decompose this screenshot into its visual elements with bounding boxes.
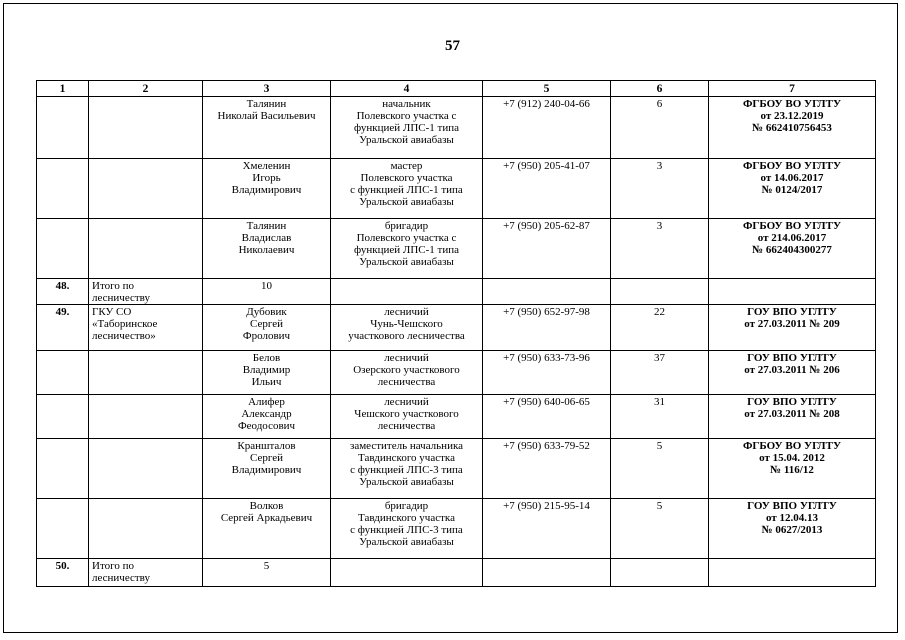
position-cell [331,219,483,279]
row-number [37,351,89,395]
table-row [37,97,876,159]
forestry-cell-line: лесничеству [92,292,150,304]
person-name-cell-line: Феодосович [237,420,296,432]
table-row [37,351,876,395]
person-name-cell-line: Краншталов [237,440,296,452]
document-cell-line: от 15.04. 2012 [759,452,825,464]
total-row [37,559,876,587]
person-name-cell [203,159,331,219]
count-cell: 37 [611,351,709,395]
forestry-cell-line: лесничество» [92,330,156,342]
table-row [37,395,876,439]
document-cell-line: № 0627/2013 [761,524,823,536]
position-cell [331,439,483,499]
position-cell-line: лесничества [377,420,436,432]
document-cell-line: от 23.12.2019 [760,110,824,122]
person-name-cell-line: Талянин [246,220,287,232]
person-name-cell [203,499,331,559]
row-number: 49. [37,305,89,351]
document-cell-line: от 27.03.2011 № 208 [744,408,840,420]
document-cell [709,219,876,279]
forestry-cell-line: «Таборинское [92,318,158,330]
table-row [37,499,876,559]
person-name-cell-line: Сергей Аркадьевич [220,512,313,524]
person-name-cell-line: Николай Васильевич [217,110,316,122]
person-name-cell-line: Талянин [246,98,287,110]
forestry-cell-line: ГКУ СО [92,306,132,318]
person-name-cell [203,305,331,351]
column-header: 5 [483,81,611,97]
document-cell-line: № 662410756453 [752,122,832,134]
forestry-cell-line: лесничеству [92,572,150,584]
column-header: 4 [331,81,483,97]
row-number [37,219,89,279]
position-cell-line: Полевского участка с [356,232,457,244]
document-cell-line: ГОУ ВПО УГЛТУ [747,352,837,364]
document-cell-line: ГОУ ВПО УГЛТУ [747,306,837,318]
forestry-cell-line: Итого по [92,280,134,292]
phone-cell: +7 (950) 633-79-52 [483,439,611,499]
count-cell [611,279,709,305]
column-header: 7 [709,81,876,97]
forestry-cell [89,219,203,279]
phone-cell [483,559,611,587]
row-number [37,395,89,439]
position-cell-line: Уральской авиабазы [359,134,454,146]
position-cell-line: участкового лесничества [348,330,465,342]
person-name-cell-line: Фролович [242,330,291,342]
phone-cell: +7 (950) 640-06-65 [483,395,611,439]
position-cell [331,279,483,305]
position-cell-line: с функцией ЛПС-1 типа [350,184,463,196]
forestry-cell [89,439,203,499]
phone-cell: +7 (912) 240-04-66 [483,97,611,159]
count-cell: 31 [611,395,709,439]
person-name-cell [203,395,331,439]
personnel-table [36,80,876,587]
document-cell-line: № 116/12 [770,464,814,476]
person-name-cell-line: Алифер [248,396,285,408]
document-cell [709,559,876,587]
column-header-row [37,81,876,97]
position-cell [331,499,483,559]
phone-cell: +7 (950) 633-73-96 [483,351,611,395]
position-cell-line: Озерского участкового [353,364,460,376]
page-number: 57 [445,38,460,54]
position-cell-line: заместитель начальника [349,440,464,452]
forestry-cell [89,499,203,559]
position-cell-line: Чунь-Чешского [370,318,443,330]
table-row [37,439,876,499]
column-header: 1 [37,81,89,97]
document-cell-line: ФГБОУ ВО УГЛТУ [742,160,842,172]
row-number [37,499,89,559]
position-cell-line: с функцией ЛПС-3 типа [350,524,463,536]
document-cell [709,499,876,559]
position-cell-line: функцией ЛПС-1 типа [354,122,459,134]
column-header: 3 [203,81,331,97]
position-cell-line: Тавдинского участка [358,452,455,464]
position-cell [331,395,483,439]
total-row [37,279,876,305]
person-name-cell [203,97,331,159]
table-row [37,159,876,219]
forestry-cell-line: Итого по [92,560,134,572]
row-number: 50. [37,559,89,587]
position-cell-line: лесничий [384,306,429,318]
forestry-cell [89,159,203,219]
phone-cell: +7 (950) 215-95-14 [483,499,611,559]
position-cell-line: Чешского участкового [354,408,459,420]
position-cell-line: мастер [390,160,423,172]
phone-cell [483,279,611,305]
document-cell [709,395,876,439]
document-cell-line: от 14.06.2017 [760,172,824,184]
person-name-cell-line: Сергей [250,452,283,464]
position-cell-line: с функцией ЛПС-3 типа [350,464,463,476]
person-name-cell-line: Игорь [252,172,281,184]
count-cell: 3 [611,159,709,219]
document-cell-line: ГОУ ВПО УГЛТУ [747,396,837,408]
document-cell-line: ГОУ ВПО УГЛТУ [747,500,837,512]
position-cell-line: лесничества [377,376,436,388]
position-cell-line: лесничий [384,352,429,364]
document-cell-line: от 27.03.2011 № 209 [744,318,840,330]
phone-cell: +7 (950) 205-62-87 [483,219,611,279]
person-name-cell [203,219,331,279]
position-cell [331,159,483,219]
document-cell-line: ФГБОУ ВО УГЛТУ [742,440,842,452]
position-cell-line: бригадир [384,220,429,232]
document-cell [709,305,876,351]
forestry-cell [89,279,203,305]
person-name-cell-line: Волков [249,500,284,512]
position-cell-line: Уральской авиабазы [359,536,454,548]
position-cell-line: начальник [382,98,431,110]
row-number [37,97,89,159]
document-cell-line: от 12.04.13 [765,512,818,524]
count-cell: 22 [611,305,709,351]
document-cell-line: от 27.03.2011 № 206 [744,364,840,376]
document-cell-line: ФГБОУ ВО УГЛТУ [742,98,842,110]
person-name-cell-line: Владимирович [231,184,302,196]
document-cell [709,439,876,499]
person-name-cell-line: Владимирович [231,464,302,476]
document-cell [709,279,876,305]
count-cell: 3 [611,219,709,279]
document-cell-line: № 0124/2017 [761,184,823,196]
person-name-cell-line: Владислав [241,232,292,244]
document-cell-line: от 214.06.2017 [757,232,827,244]
forestry-cell [89,559,203,587]
count-cell: 5 [611,439,709,499]
person-name-cell-line: Ильич [251,376,282,388]
forestry-cell [89,305,203,351]
column-header: 6 [611,81,709,97]
row-number [37,159,89,219]
position-cell-line: Тавдинского участка [358,512,455,524]
person-name-cell-line: Владимир [242,364,291,376]
count-cell [611,559,709,587]
person-name-cell [203,439,331,499]
position-cell-line: лесничий [384,396,429,408]
phone-cell: +7 (950) 652-97-98 [483,305,611,351]
position-cell-line: бригадир [384,500,429,512]
position-cell [331,351,483,395]
position-cell-line: функцией ЛПС-1 типа [354,244,459,256]
document-cell-line: № 662404300277 [752,244,832,256]
table-row [37,305,876,351]
person-name-cell-line: Белов [252,352,281,364]
document-cell [709,97,876,159]
person-name-cell-line: Сергей [250,318,283,330]
table-row [37,219,876,279]
person-name-cell-line: Хмеленин [242,160,291,172]
count-cell: 6 [611,97,709,159]
person-name-cell-line: Дубовик [246,306,287,318]
column-header: 2 [89,81,203,97]
person-name-cell [203,351,331,395]
document-cell-line: ФГБОУ ВО УГЛТУ [742,220,842,232]
position-cell [331,305,483,351]
position-cell [331,97,483,159]
person-name-cell-line: Николаевич [238,244,295,256]
forestry-cell [89,351,203,395]
position-cell-line: Уральской авиабазы [359,196,454,208]
position-cell-line: Полевского участка [360,172,453,184]
person-name-cell-line: 10 [261,280,272,292]
position-cell-line: Уральской авиабазы [359,476,454,488]
row-number: 48. [37,279,89,305]
position-cell-line: Полевского участка с [356,110,457,122]
forestry-cell [89,97,203,159]
count-cell: 5 [611,499,709,559]
person-name-cell [203,559,331,587]
phone-cell: +7 (950) 205-41-07 [483,159,611,219]
forestry-cell [89,395,203,439]
person-name-cell-line: 5 [263,560,270,572]
document-cell [709,159,876,219]
row-number [37,439,89,499]
person-name-cell [203,279,331,305]
person-name-cell-line: Александр [241,408,292,420]
document-cell [709,351,876,395]
position-cell-line: Уральской авиабазы [359,256,454,268]
position-cell [331,559,483,587]
